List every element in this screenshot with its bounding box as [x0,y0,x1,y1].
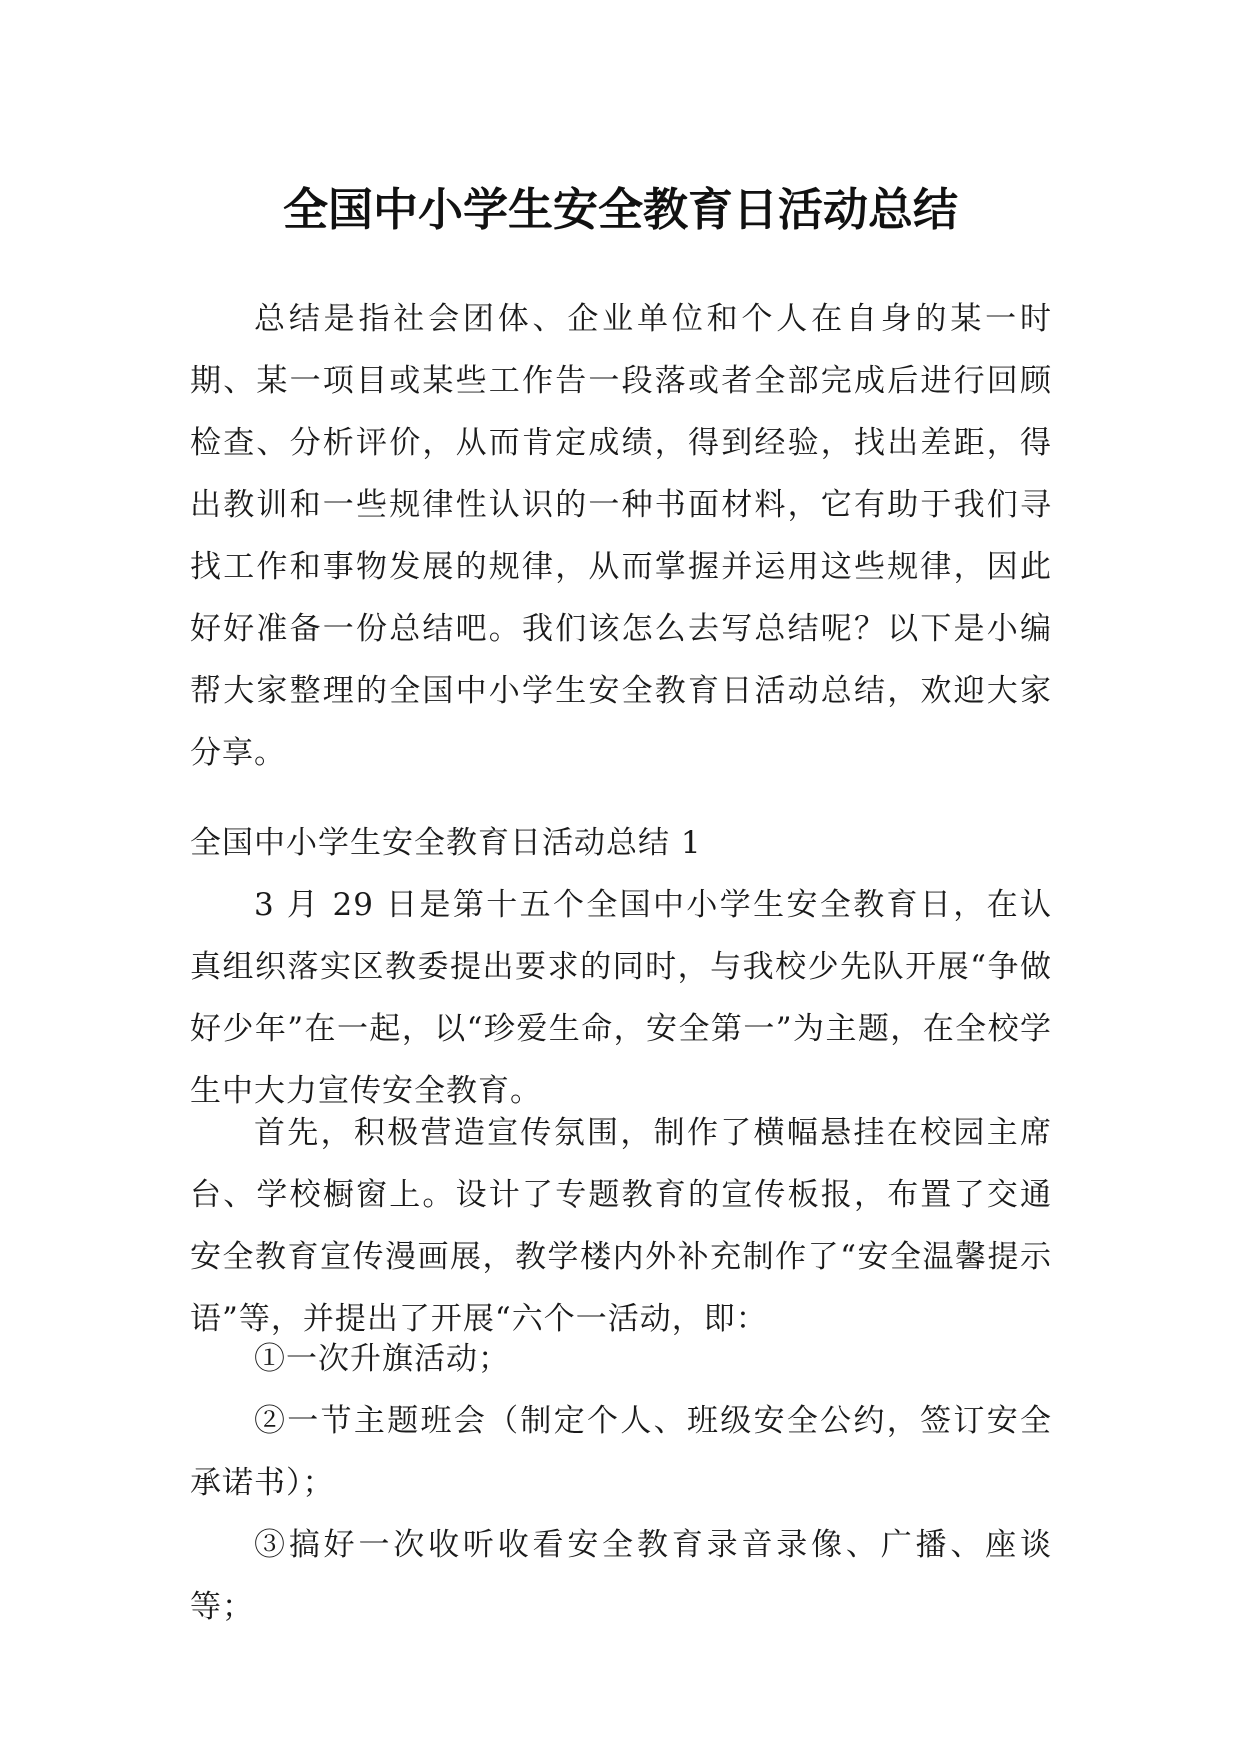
body-paragraph: 3 月 29 日是第十五个全国中小学生安全教育日，在认真组织落实区教委提出要求的同时，与我校少先队开展“争做好少年”在一起，以“珍爱生命，安全第一”为主题，在全校学生中大力宣传安全教育。 [190,887,1052,1109]
body-paragraph: 首先，积极营造宣传氛围，制作了横幅悬挂在校园主席台、学校橱窗上。设计了专题教育的宣传板报，布置了交通安全教育宣传漫画展，教学楼内外补充制作了“安全温馨提示语”等，并提出了开展“六个一活动，即： [190,1115,1052,1337]
intro-paragraph: 总结是指社会团体、企业单位和个人在自身的某一时期、某一项目或某些工作告一段落或者全部完成后进行回顾检查、分析评价，从而肯定成绩，得到经验，找出差距，得出教训和一些规律性认识的一种书面材料，它有助于我们寻找工作和事物发展的规律，从而掌握并运用这些规律，因此好好准备一份总结吧。我们该怎么去写总结呢？以下是小编帮大家整理的全国中小学生安全教育日活动总结，欢迎大家分享。 [190,301,1052,771]
list-item: ①一次升旗活动； [254,1341,510,1377]
list-item: ③搞好一次收听收看安全教育录音录像、广播、座谈等； [190,1527,1052,1625]
section-heading: 全国中小学生安全教育日活动总结 1 [190,825,702,861]
list-item: ②一节主题班会（制定个人、班级安全公约，签订安全承诺书）； [190,1403,1052,1501]
document-title: 全国中小学生安全教育日活动总结 [282,183,958,237]
